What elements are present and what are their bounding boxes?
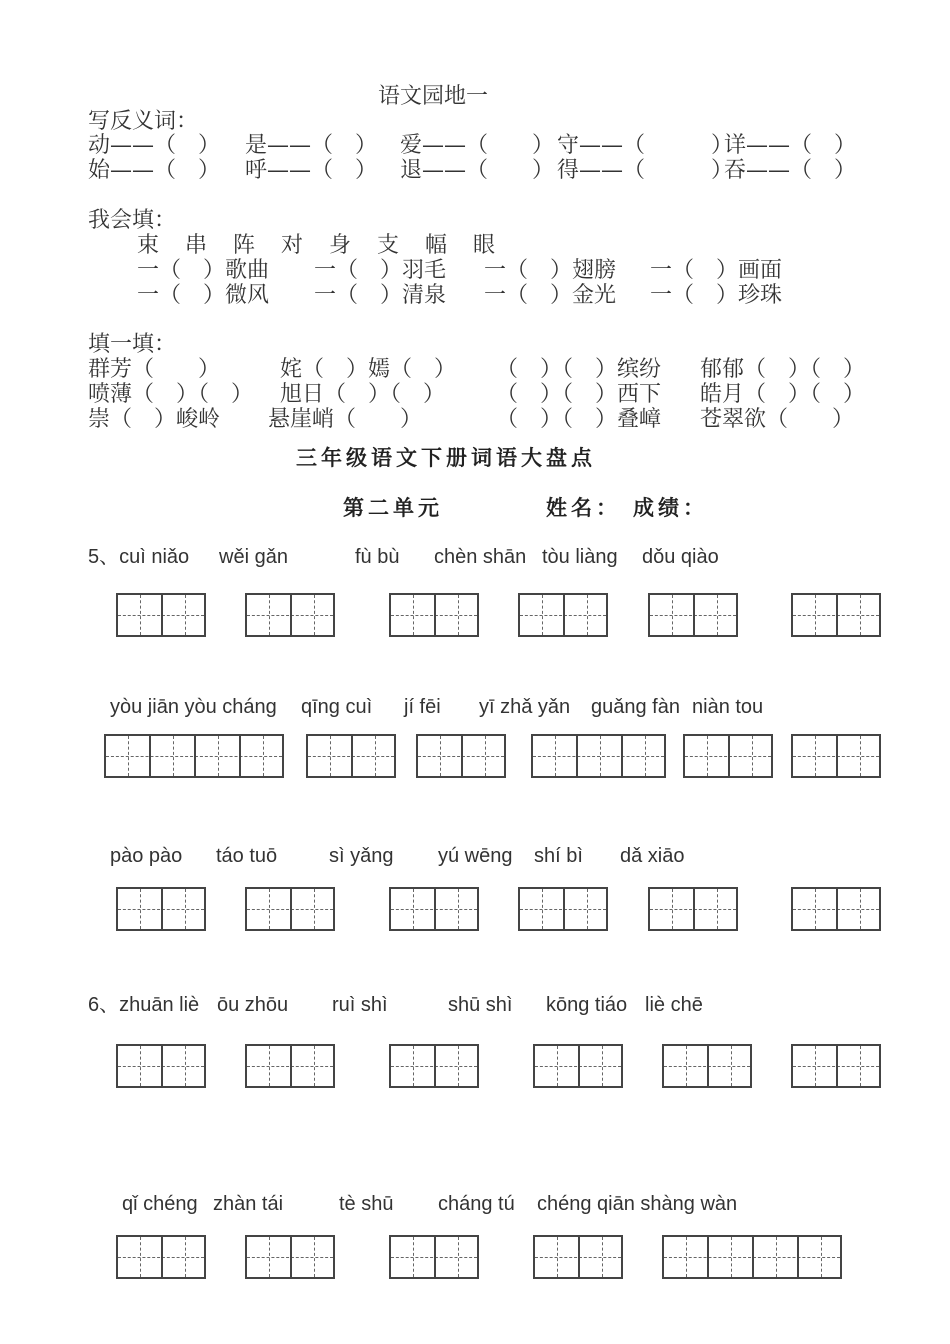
grid-cell-divider [239, 736, 241, 776]
grid-guide-line [140, 889, 141, 929]
measure-item: 一（ ）珍珠 [650, 283, 783, 308]
pinyin-label: ruì shì [332, 994, 388, 1016]
grid-cell-divider [707, 1046, 709, 1086]
grid-cell-divider [693, 889, 695, 929]
grid-guide-line [269, 1237, 270, 1277]
pinyin-label: niàn tou [692, 696, 764, 718]
pinyin-label: yú wēng [438, 845, 513, 867]
writing-grid[interactable] [648, 593, 738, 637]
antonym-item: 吞——（ ） [724, 158, 857, 183]
fill-item: 郁郁（ ）（ ） [700, 357, 866, 382]
antonym-item: 爱——（ ） [400, 133, 555, 158]
grid-guide-line [330, 736, 331, 776]
grid-guide-line [815, 1046, 816, 1086]
grid-cell-divider [576, 736, 578, 776]
pinyin-label: tòu liàng [542, 546, 618, 568]
grid-cell-divider [161, 595, 163, 635]
grid-cell-divider [836, 736, 838, 776]
fill-item: 姹（ ）嫣（ ） [280, 357, 457, 382]
writing-grid[interactable] [389, 593, 479, 637]
grid-cell-divider [752, 1237, 754, 1277]
grid-guide-line [600, 736, 601, 776]
grid-guide-line [587, 889, 588, 929]
pinyin-label: ōu zhōu [217, 994, 289, 1016]
pinyin-label: guǎng fàn [591, 696, 680, 718]
grid-guide-line [860, 595, 861, 635]
grid-guide-line [731, 1046, 732, 1086]
grid-guide-line [314, 595, 315, 635]
measure-word: 身 [329, 233, 352, 258]
measure-item: 一（ ）金光 [484, 283, 617, 308]
grid-guide-line [707, 736, 708, 776]
writing-grid[interactable] [518, 887, 608, 931]
grid-cell-divider [836, 889, 838, 929]
grid-guide-line [458, 595, 459, 635]
grid-cell-divider [434, 595, 436, 635]
writing-grid[interactable] [662, 1235, 842, 1279]
grid-guide-line [602, 1237, 603, 1277]
fill-item: 苍翠欲（ ） [700, 407, 855, 432]
grid-guide-line [752, 736, 753, 776]
fill-heading: 填一填： [88, 332, 177, 357]
pinyin-label: 5、cuì niǎo [88, 546, 190, 568]
grid-cell-divider [161, 889, 163, 929]
grid-guide-line [185, 1046, 186, 1086]
grid-guide-line [458, 1046, 459, 1086]
measure-heading: 我会填： [88, 208, 177, 233]
writing-grid[interactable] [662, 1044, 752, 1088]
pinyin-label: jí fēi [404, 696, 441, 718]
pinyin-label: wěi gǎn [219, 546, 288, 568]
pinyin-label: 6、zhuān liè [88, 994, 200, 1016]
name-label: 姓名： [546, 496, 621, 520]
antonym-item: 退——（ ） [400, 158, 555, 183]
writing-grid[interactable] [245, 1235, 335, 1279]
grid-cell-divider [563, 889, 565, 929]
writing-grid[interactable] [531, 734, 666, 778]
writing-grid[interactable] [791, 734, 881, 778]
grid-cell-divider [836, 1046, 838, 1086]
measure-word: 幅 [425, 233, 448, 258]
pinyin-label: shū shì [448, 994, 513, 1016]
grid-cell-divider [434, 1237, 436, 1277]
pinyin-label: zhàn tái [213, 1193, 284, 1215]
grid-cell-divider [836, 595, 838, 635]
grid-cell-divider [351, 736, 353, 776]
grid-guide-line [458, 889, 459, 929]
writing-grid[interactable] [648, 887, 738, 931]
fill-item: 喷薄（ ）（ ） [88, 382, 254, 407]
grid-guide-line [672, 595, 673, 635]
writing-grid[interactable] [245, 887, 335, 931]
grid-guide-line [413, 1046, 414, 1086]
grid-guide-line [860, 736, 861, 776]
measure-word: 串 [185, 233, 208, 258]
fill-item: 群芳（ ） [88, 357, 221, 382]
grid-guide-line [314, 1237, 315, 1277]
antonym-item: 动——（ ） [88, 133, 221, 158]
grid-cell-divider [434, 889, 436, 929]
grid-guide-line [140, 1046, 141, 1086]
grid-guide-line [860, 889, 861, 929]
grid-guide-line [776, 1237, 777, 1277]
fill-item: （ ）（ ）缤纷 [496, 357, 662, 382]
writing-grid[interactable] [389, 887, 479, 931]
writing-grid[interactable] [116, 1235, 206, 1279]
antonym-item: 得——（ ） [557, 158, 734, 183]
pinyin-label: qīng cuì [301, 696, 373, 718]
measure-word: 支 [377, 233, 400, 258]
grid-guide-line [185, 595, 186, 635]
grid-guide-line [557, 1046, 558, 1086]
measure-item: 一（ ）清泉 [314, 283, 447, 308]
grid-cell-divider [728, 736, 730, 776]
writing-grid[interactable] [683, 734, 773, 778]
pinyin-label: qǐ chéng [122, 1193, 198, 1215]
writing-grid[interactable] [416, 734, 506, 778]
grid-cell-divider [563, 595, 565, 635]
writing-grid[interactable] [791, 1044, 881, 1088]
grid-guide-line [413, 1237, 414, 1277]
grid-guide-line [485, 736, 486, 776]
grid-guide-line [717, 595, 718, 635]
grid-guide-line [672, 889, 673, 929]
grid-cell-divider [161, 1046, 163, 1086]
pinyin-label: chèn shān [434, 546, 527, 568]
measure-word: 对 [281, 233, 304, 258]
pinyin-label: pào pào [110, 845, 183, 867]
fill-item: 悬崖峭（ ） [268, 407, 423, 432]
grid-guide-line [542, 595, 543, 635]
grid-guide-line [218, 736, 219, 776]
grid-cell-divider [693, 595, 695, 635]
measure-item: 一（ ）微风 [137, 283, 270, 308]
grid-guide-line [314, 889, 315, 929]
grid-cell-divider [461, 736, 463, 776]
antonym-item: 详——（ ） [724, 133, 857, 158]
grid-cell-divider [161, 1237, 163, 1277]
grid-guide-line [645, 736, 646, 776]
writing-grid[interactable] [533, 1044, 623, 1088]
measure-item: 一（ ）羽毛 [314, 258, 447, 283]
pinyin-label: tè shū [339, 1193, 394, 1215]
grid-guide-line [269, 1046, 270, 1086]
writing-grid[interactable] [791, 593, 881, 637]
grid-cell-divider [707, 1237, 709, 1277]
grid-guide-line [717, 889, 718, 929]
antonym-heading: 写反义词： [88, 109, 199, 134]
grid-guide-line [185, 1237, 186, 1277]
grid-cell-divider [797, 1237, 799, 1277]
grid-guide-line [413, 595, 414, 635]
pinyin-label: fù bù [355, 546, 400, 568]
writing-grid[interactable] [116, 887, 206, 931]
section-title: 语文园地一 [378, 84, 489, 109]
antonym-item: 守——（ ） [557, 133, 734, 158]
measure-word: 眼 [473, 233, 496, 258]
grid-guide-line [173, 736, 174, 776]
fill-item: （ ）（ ）西下 [496, 382, 662, 407]
grid-cell-divider [578, 1046, 580, 1086]
grid-guide-line [269, 889, 270, 929]
measure-word: 束 [137, 233, 160, 258]
grid-cell-divider [290, 595, 292, 635]
score-label: 成绩： [633, 496, 708, 520]
grid-cell-divider [290, 1237, 292, 1277]
writing-grid[interactable] [104, 734, 284, 778]
review-title: 三年级语文下册词语大盘点 [296, 446, 596, 470]
grid-guide-line [140, 1237, 141, 1277]
grid-guide-line [314, 1046, 315, 1086]
unit-label: 第二单元 [343, 496, 443, 520]
grid-guide-line [375, 736, 376, 776]
writing-grid[interactable] [389, 1044, 479, 1088]
grid-guide-line [128, 736, 129, 776]
pinyin-label: liè chē [645, 994, 703, 1016]
antonym-item: 始——（ ） [88, 158, 221, 183]
grid-guide-line [815, 889, 816, 929]
pinyin-label: sì yǎng [329, 845, 394, 867]
grid-guide-line [587, 595, 588, 635]
measure-word: 阵 [233, 233, 256, 258]
pinyin-label: táo tuō [216, 845, 278, 867]
measure-item: 一（ ）歌曲 [137, 258, 270, 283]
grid-guide-line [557, 1237, 558, 1277]
grid-cell-divider [621, 736, 623, 776]
pinyin-label: shí bì [534, 845, 583, 867]
writing-grid[interactable] [389, 1235, 479, 1279]
grid-cell-divider [434, 1046, 436, 1086]
grid-cell-divider [149, 736, 151, 776]
grid-guide-line [458, 1237, 459, 1277]
grid-guide-line [542, 889, 543, 929]
pinyin-label: chéng qiān shàng wàn [537, 1193, 738, 1215]
grid-cell-divider [578, 1237, 580, 1277]
fill-item: （ ）（ ）叠嶂 [496, 407, 662, 432]
pinyin-label: dǒu qiào [642, 546, 719, 568]
grid-guide-line [140, 595, 141, 635]
antonym-item: 是——（ ） [245, 133, 378, 158]
measure-item: 一（ ）翅膀 [484, 258, 617, 283]
grid-guide-line [185, 889, 186, 929]
writing-grid[interactable] [245, 593, 335, 637]
measure-item: 一（ ）画面 [650, 258, 783, 283]
writing-grid[interactable] [116, 593, 206, 637]
grid-guide-line [413, 889, 414, 929]
grid-guide-line [686, 1237, 687, 1277]
writing-grid[interactable] [306, 734, 396, 778]
grid-guide-line [440, 736, 441, 776]
pinyin-label: dǎ xiāo [620, 845, 685, 867]
fill-item: 皓月（ ）（ ） [700, 382, 866, 407]
writing-grid[interactable] [533, 1235, 623, 1279]
fill-item: 崇（ ）峻岭 [88, 407, 221, 432]
pinyin-label: kōng tiáo [546, 994, 628, 1016]
grid-guide-line [821, 1237, 822, 1277]
writing-grid[interactable] [245, 1044, 335, 1088]
pinyin-label: yī zhǎ yǎn [479, 696, 571, 718]
antonym-item: 呼——（ ） [245, 158, 378, 183]
grid-guide-line [860, 1046, 861, 1086]
grid-cell-divider [290, 889, 292, 929]
grid-guide-line [263, 736, 264, 776]
pinyin-label: cháng tú [438, 1193, 515, 1215]
writing-grid[interactable] [518, 593, 608, 637]
grid-cell-divider [194, 736, 196, 776]
grid-guide-line [731, 1237, 732, 1277]
grid-guide-line [555, 736, 556, 776]
writing-grid[interactable] [791, 887, 881, 931]
fill-item: 旭日（ ）（ ） [280, 382, 446, 407]
grid-guide-line [602, 1046, 603, 1086]
grid-cell-divider [290, 1046, 292, 1086]
grid-guide-line [686, 1046, 687, 1086]
writing-grid[interactable] [116, 1044, 206, 1088]
grid-guide-line [269, 595, 270, 635]
grid-guide-line [815, 736, 816, 776]
grid-guide-line [815, 595, 816, 635]
pinyin-label: yòu jiān yòu cháng [110, 696, 277, 718]
